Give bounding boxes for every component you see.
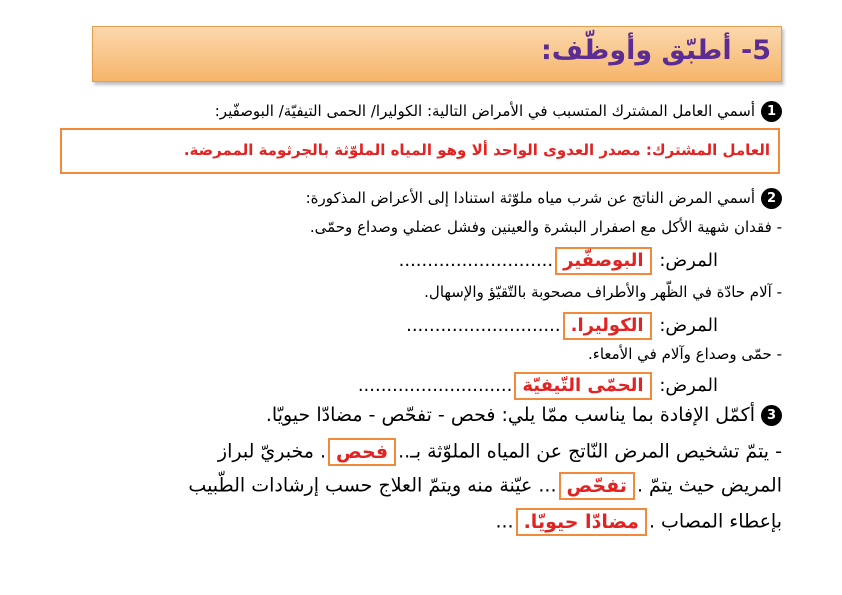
disease-answer-2: الكوليرا.	[563, 312, 652, 340]
question-2-text: أسمي المرض الناتج عن شرب مياه ملوّثة استنادا إلى الأعراض المذكورة:	[305, 189, 755, 207]
symptoms-2: - آلام حادّة في الظّهر والأطراف مصحوبة بالتّقيّؤ والإسهال.	[424, 283, 782, 301]
q3-line-1-before: - يتمّ تشخيص المرض النّاتج عن المياه الملوّثة بـ..	[398, 440, 782, 463]
question-3-text: أكمّل الإفادة بما يناسب ممّا يلي: فحص - تفحّص - مضادّا حيويّا.	[265, 404, 755, 426]
fill-answer-3: مضادّا حيويّا.	[516, 508, 647, 536]
answer-box-1	[60, 128, 780, 174]
question-3	[266, 404, 782, 426]
question-number-3: 3	[761, 405, 782, 426]
disease-answer-3: الحمّى التّيفيّة	[514, 372, 651, 400]
question-2	[306, 188, 782, 209]
q3-line-2-after: ... عيّنة منه ويتمّ العلاج حسب إرشادات الطّبيب	[188, 474, 557, 497]
disease-row-1	[399, 247, 718, 275]
disease-label: المرض:	[659, 315, 718, 336]
q3-line-3-before: بإعطاء المصاب .	[648, 510, 782, 533]
symptoms-3: - حمّى وصداع وآلام في الأمعاء.	[588, 345, 782, 363]
disease-label: المرض:	[659, 250, 718, 271]
q3-line-2	[188, 472, 782, 500]
dots: ...........................	[398, 250, 554, 271]
fill-answer-1: فحص	[328, 438, 396, 466]
q3-line-2-before: المريض حيث يتمّ .	[636, 474, 782, 497]
q3-line-1	[218, 438, 782, 466]
section-header	[92, 26, 782, 82]
disease-label: المرض:	[659, 375, 718, 396]
fill-answer-2: تفحّص	[559, 472, 635, 500]
disease-row-2	[406, 312, 718, 340]
q3-line-3-after: ...	[495, 510, 514, 533]
disease-answer-1: البوصفّير	[555, 247, 651, 275]
page-title: 5- أطبّق وأوظّف:	[540, 35, 771, 66]
question-number-2: 2	[761, 188, 782, 209]
question-1	[215, 101, 782, 122]
question-number-1: 1	[761, 101, 782, 122]
question-1-text: أسمي العامل المشترك المتسبب في الأمراض التالية: الكوليرا/ الحمى التيفيّة/ البوصفّير:	[214, 102, 755, 120]
disease-row-3	[358, 372, 718, 400]
q3-line-1-after: . مخبريّ لبراز	[217, 440, 327, 463]
answer-1-text: العامل المشترك: مصدر العدوى الواحد ألا وهو المياه الملوّثة بالجرثومة الممرضة.	[183, 141, 770, 159]
dots: ...........................	[406, 315, 561, 336]
dots: ...........................	[357, 375, 513, 396]
q3-line-3	[495, 508, 782, 536]
symptoms-1: - فقدان شهية الأكل مع اصفرار البشرة والعينين وفشل عضلي وصداع وحمّى.	[309, 218, 782, 236]
